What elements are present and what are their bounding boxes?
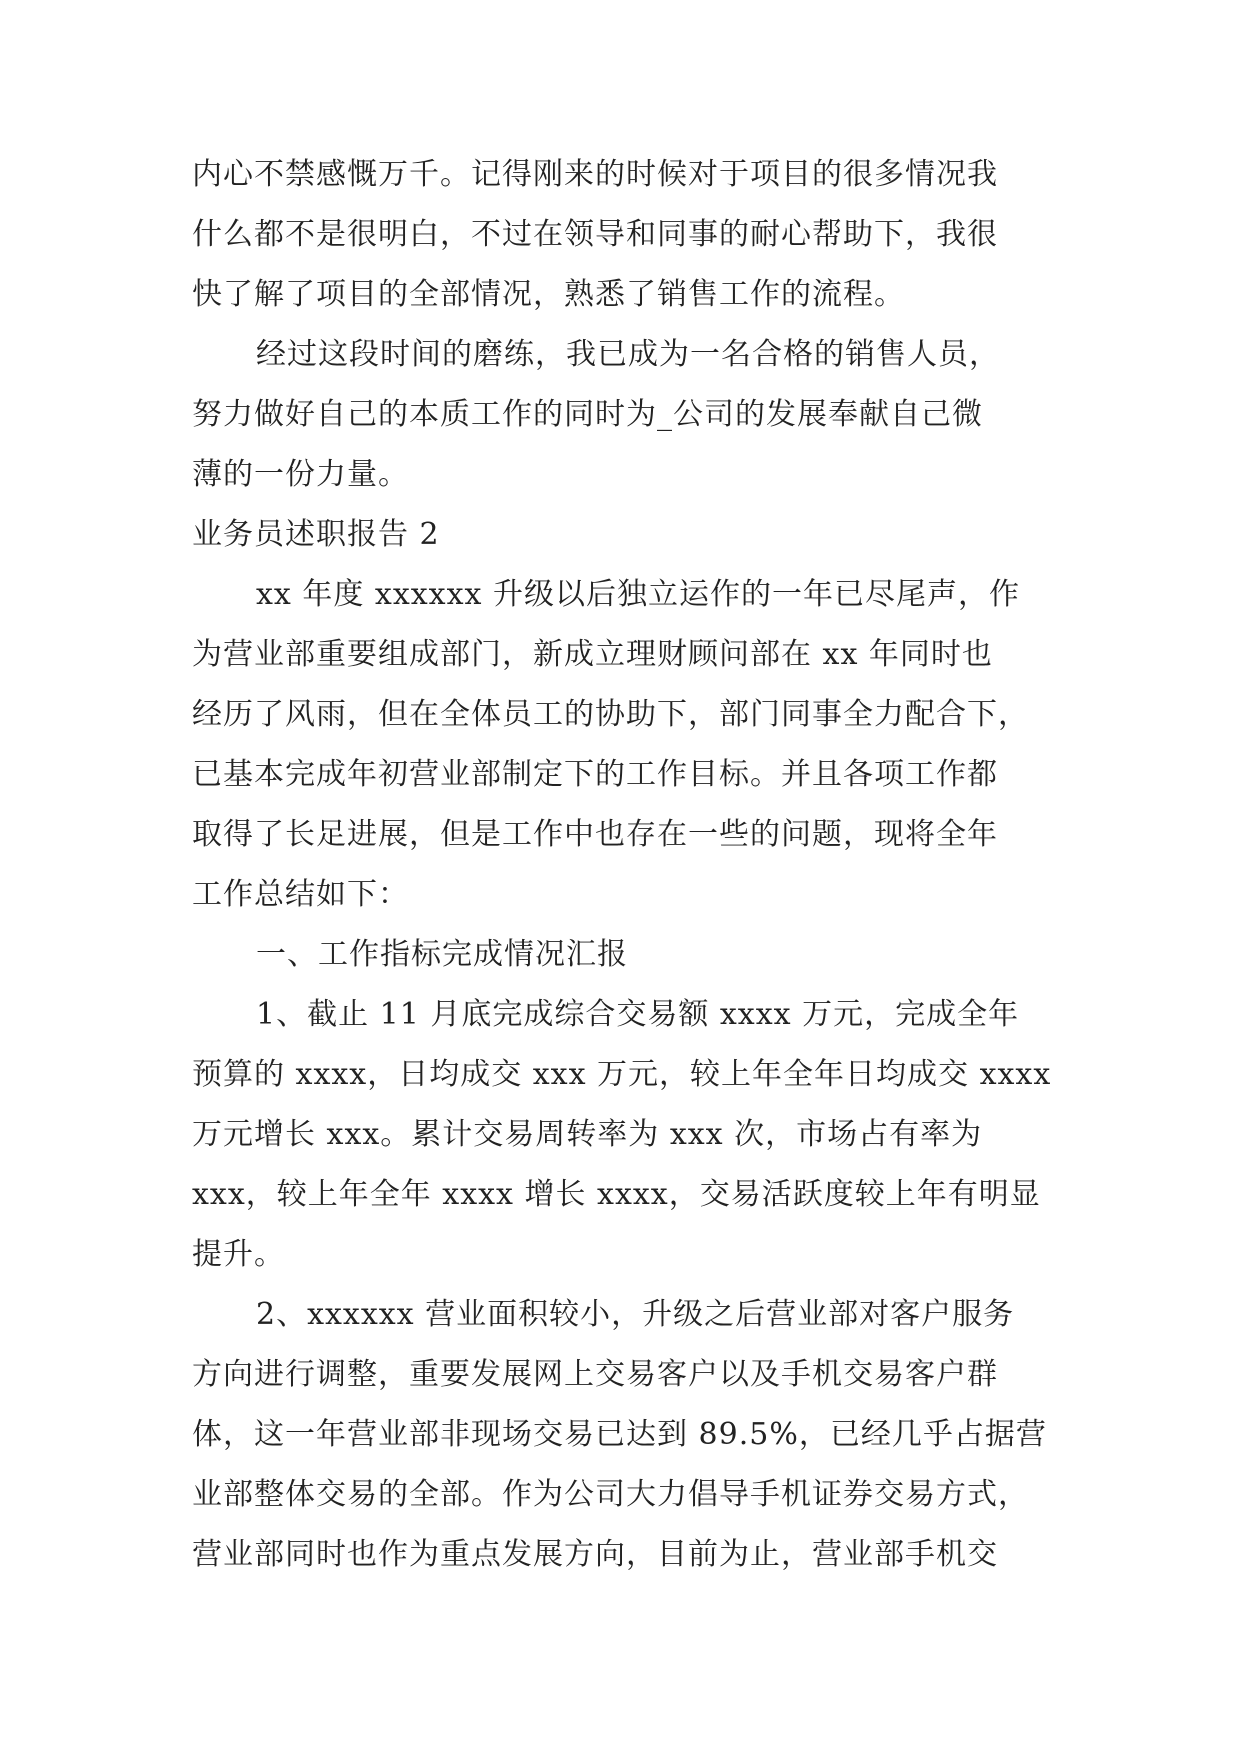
text-line: 取得了长足进展，但是工作中也存在一些的问题，现将全年 <box>192 817 998 852</box>
text-line: 快了解了项目的全部情况，熟悉了销售工作的流程。 <box>192 277 905 312</box>
text-line: 工作总结如下： <box>192 877 409 912</box>
text-line: xxx，较上年全年 xxxx 增长 xxxx，交易活跃度较上年有明显 <box>192 1177 1041 1212</box>
paragraph-first-line: 经过这段时间的磨练，我已成为一名合格的销售人员， <box>256 337 1000 372</box>
text-line: 体，这一年营业部非现场交易已达到 89.5%，已经几乎占据营 <box>192 1417 1047 1452</box>
text-line: 业部整体交易的全部。作为公司大力倡导手机证券交易方式， <box>192 1477 1029 1512</box>
text-line: 已基本完成年初营业部制定下的工作目标。并且各项工作都 <box>192 757 998 792</box>
text-line: 薄的一份力量。 <box>192 457 409 492</box>
paragraph-first-line: xx 年度 xxxxxx 升级以后独立运作的一年已尽尾声，作 <box>256 577 1020 612</box>
text-line: 什么都不是很明白，不过在领导和同事的耐心帮助下，我很 <box>192 217 998 252</box>
document-body <box>192 145 1052 1585</box>
section-heading: 业务员述职报告 2 <box>192 517 440 552</box>
text-line: 营业部同时也作为重点发展方向，目前为止，营业部手机交 <box>192 1537 998 1572</box>
paragraph-first-line: 1、截止 11 月底完成综合交易额 xxxx 万元，完成全年 <box>256 997 1020 1032</box>
text-line: 努力做好自己的本质工作的同时为_公司的发展奉献自己微 <box>192 397 983 432</box>
text-line: 提升。 <box>192 1237 285 1272</box>
paragraph-first-line: 2、xxxxxx 营业面积较小，升级之后营业部对客户服务 <box>256 1297 1015 1332</box>
text-line: 方向进行调整，重要发展网上交易客户以及手机交易客户群 <box>192 1357 998 1392</box>
text-line: 内心不禁感慨万千。记得刚来的时候对于项目的很多情况我 <box>192 157 998 192</box>
subsection-heading: 一、工作指标完成情况汇报 <box>256 937 628 972</box>
text-line: 万元增长 xxx。累计交易周转率为 xxx 次，市场占有率为 <box>192 1117 983 1152</box>
text-line: 为营业部重要组成部门，新成立理财顾问部在 xx 年同时也 <box>192 637 993 672</box>
text-line: 预算的 xxxx，日均成交 xxx 万元，较上年全年日均成交 xxxx <box>192 1057 1052 1092</box>
text-line: 经历了风雨，但在全体员工的协助下，部门同事全力配合下， <box>192 697 1029 732</box>
